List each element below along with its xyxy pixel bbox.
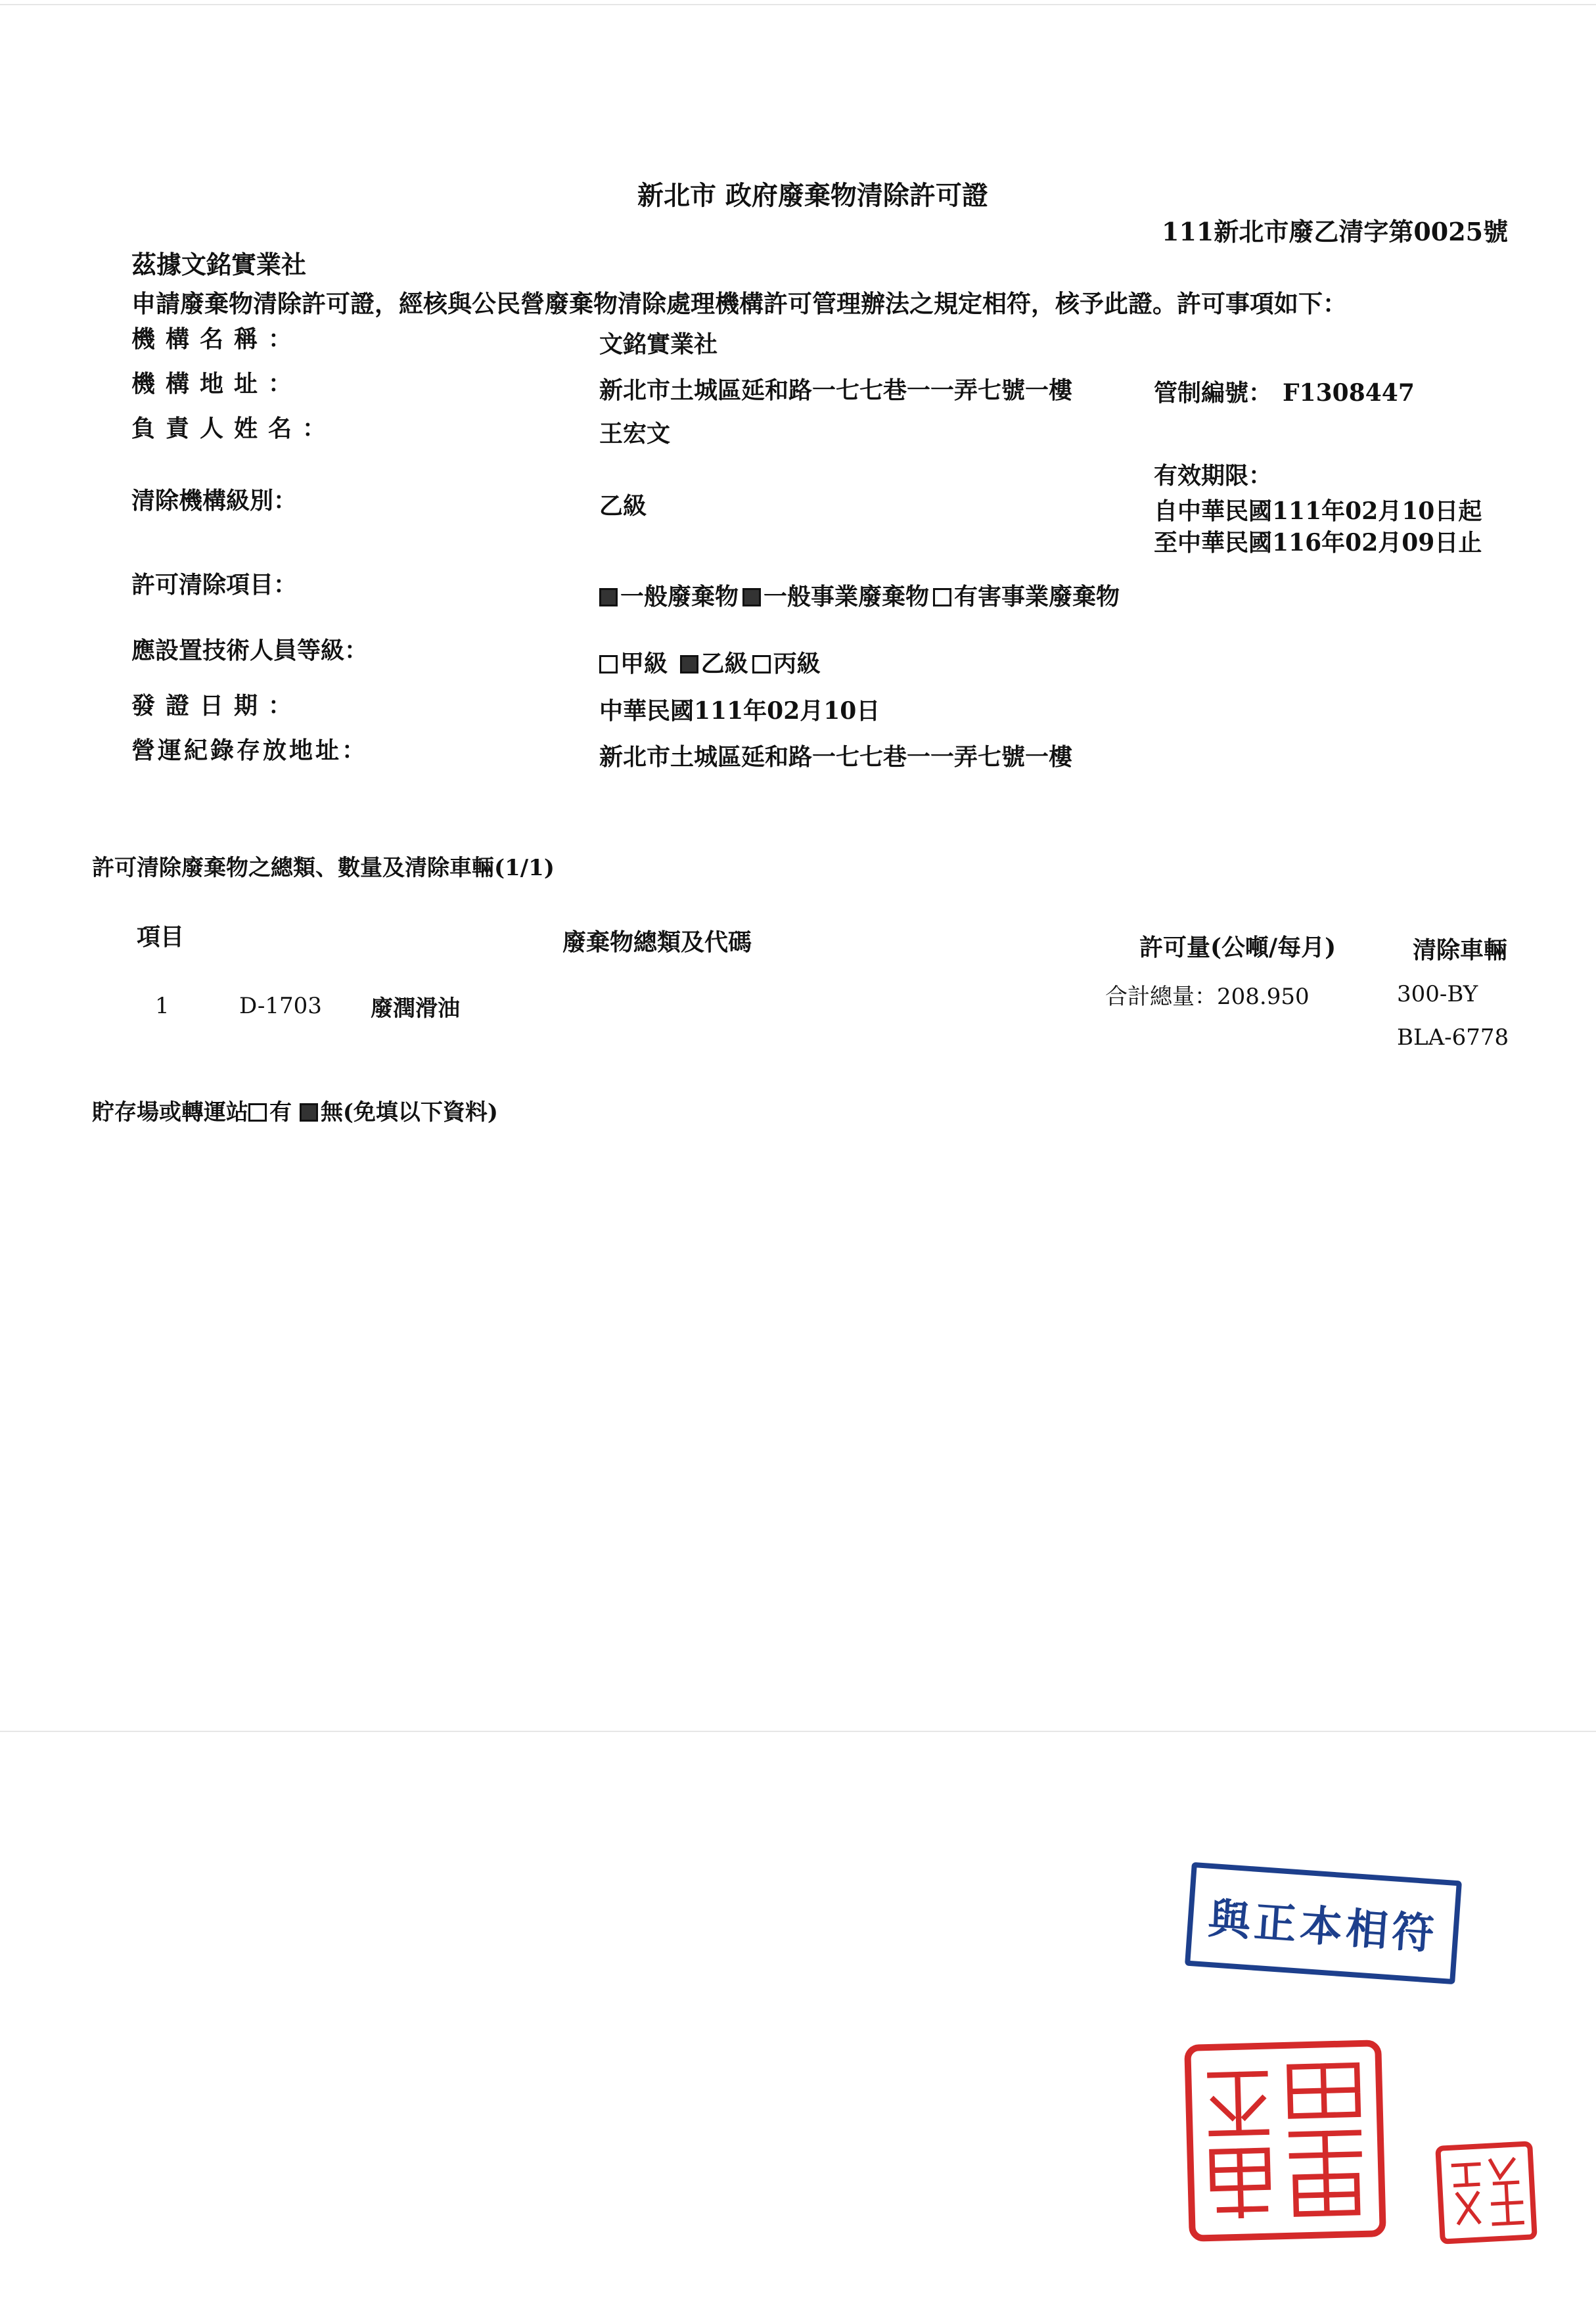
storage-line [92, 1101, 498, 1124]
option-hazardous-business-waste: 有害事業廢棄物 [933, 585, 1120, 608]
seal-glyph-icon [1191, 2046, 1379, 2235]
validity-label: 有效期限： [1154, 462, 1273, 490]
org-address-value: 新北市土城區延和路一七七巷一一弄七號一樓 [599, 377, 1073, 404]
certified-copy-stamp: 與正本相符 [1185, 1862, 1462, 1984]
level-value: 乙級 [599, 492, 647, 520]
table-header-item: 項目 [137, 923, 185, 951]
control-number-label: 管制編號： [1154, 379, 1273, 407]
permitted-items-options [599, 585, 1124, 608]
row-number: 1 [155, 993, 170, 1019]
checkbox-icon [599, 588, 618, 606]
checkbox-icon [248, 1103, 267, 1122]
owner-value: 王宏文 [599, 420, 671, 447]
permitted-items-label: 許可清除項目： [131, 571, 298, 599]
table-header-category: 廢棄物總類及代碼 [562, 928, 752, 956]
scan-top-edge [0, 4, 1596, 5]
row-vehicle-2: BLA-6778 [1397, 1024, 1509, 1051]
owner-label: 負責人姓名： [131, 415, 337, 442]
checkbox-icon [752, 655, 771, 673]
official-red-seal [1184, 2040, 1386, 2242]
issue-date-value: 中華民國111年02月10日 [599, 697, 880, 725]
tech-level-label: 應設置技術人員等級： [131, 637, 369, 664]
option-tech-b: 乙級 [680, 652, 748, 675]
checkbox-icon [680, 655, 698, 673]
org-name-label: 機構名稱： [131, 325, 303, 353]
storage-has-label: 有 [269, 1099, 292, 1126]
record-address-label: 營運紀錄存放地址： [131, 737, 369, 764]
option-general-waste: 一般廢棄物 [599, 585, 739, 608]
checkbox-icon [742, 588, 761, 606]
org-address-label: 機構地址： [131, 370, 303, 398]
intro-statement: 申請廢棄物清除許可證，經核與公民營廢棄物清除處理機構許可管理辦法之規定相符，核予此證。許可事項如下： [131, 289, 1347, 318]
personal-red-seal [1435, 2141, 1538, 2245]
intro-applicant: 茲據文銘實業社 [131, 250, 307, 279]
row-amount: 合計總量：208.950 [1105, 984, 1310, 1010]
level-label: 清除機構級別： [131, 487, 298, 514]
control-number-value: F1308447 [1283, 379, 1415, 407]
checkbox-icon [933, 588, 951, 606]
org-name-value: 文銘實業社 [599, 331, 718, 358]
checkbox-icon [599, 655, 618, 673]
page-title: 新北市 政府廢棄物清除許可證 [637, 180, 988, 211]
table-header-vehicle: 清除車輛 [1413, 936, 1508, 964]
seal-glyph-icon [1441, 2147, 1532, 2239]
validity-from: 自中華民國111年02月10日起 [1154, 497, 1482, 525]
section-title: 許可清除廢棄物之總類、數量及清除車輛(1/1) [92, 855, 555, 881]
row-waste-name: 廢潤滑油 [371, 995, 460, 1022]
record-address-value: 新北市土城區延和路一七七巷一一弄七號一樓 [599, 743, 1073, 771]
row-waste-code: D-1703 [239, 993, 322, 1019]
row-vehicle-1: 300-BY [1397, 981, 1478, 1007]
storage-prefix: 貯存場或轉運站 [92, 1099, 248, 1126]
scan-fold-line [0, 1731, 1596, 1732]
permit-number: 111新北市廢乙清字第0025號 [1162, 217, 1509, 246]
storage-none-label: 無(免填以下資料) [320, 1099, 499, 1126]
option-tech-c: 丙級 [752, 652, 821, 675]
option-general-business-waste: 一般事業廢棄物 [742, 585, 929, 608]
issue-date-label: 發證日期： [131, 692, 303, 719]
checkbox-icon [300, 1103, 318, 1122]
table-header-amount: 許可量(公噸/每月) [1139, 934, 1336, 961]
validity-to: 至中華民國116年02月09日止 [1154, 529, 1482, 557]
tech-level-options [599, 652, 825, 675]
option-tech-a: 甲級 [599, 652, 668, 675]
